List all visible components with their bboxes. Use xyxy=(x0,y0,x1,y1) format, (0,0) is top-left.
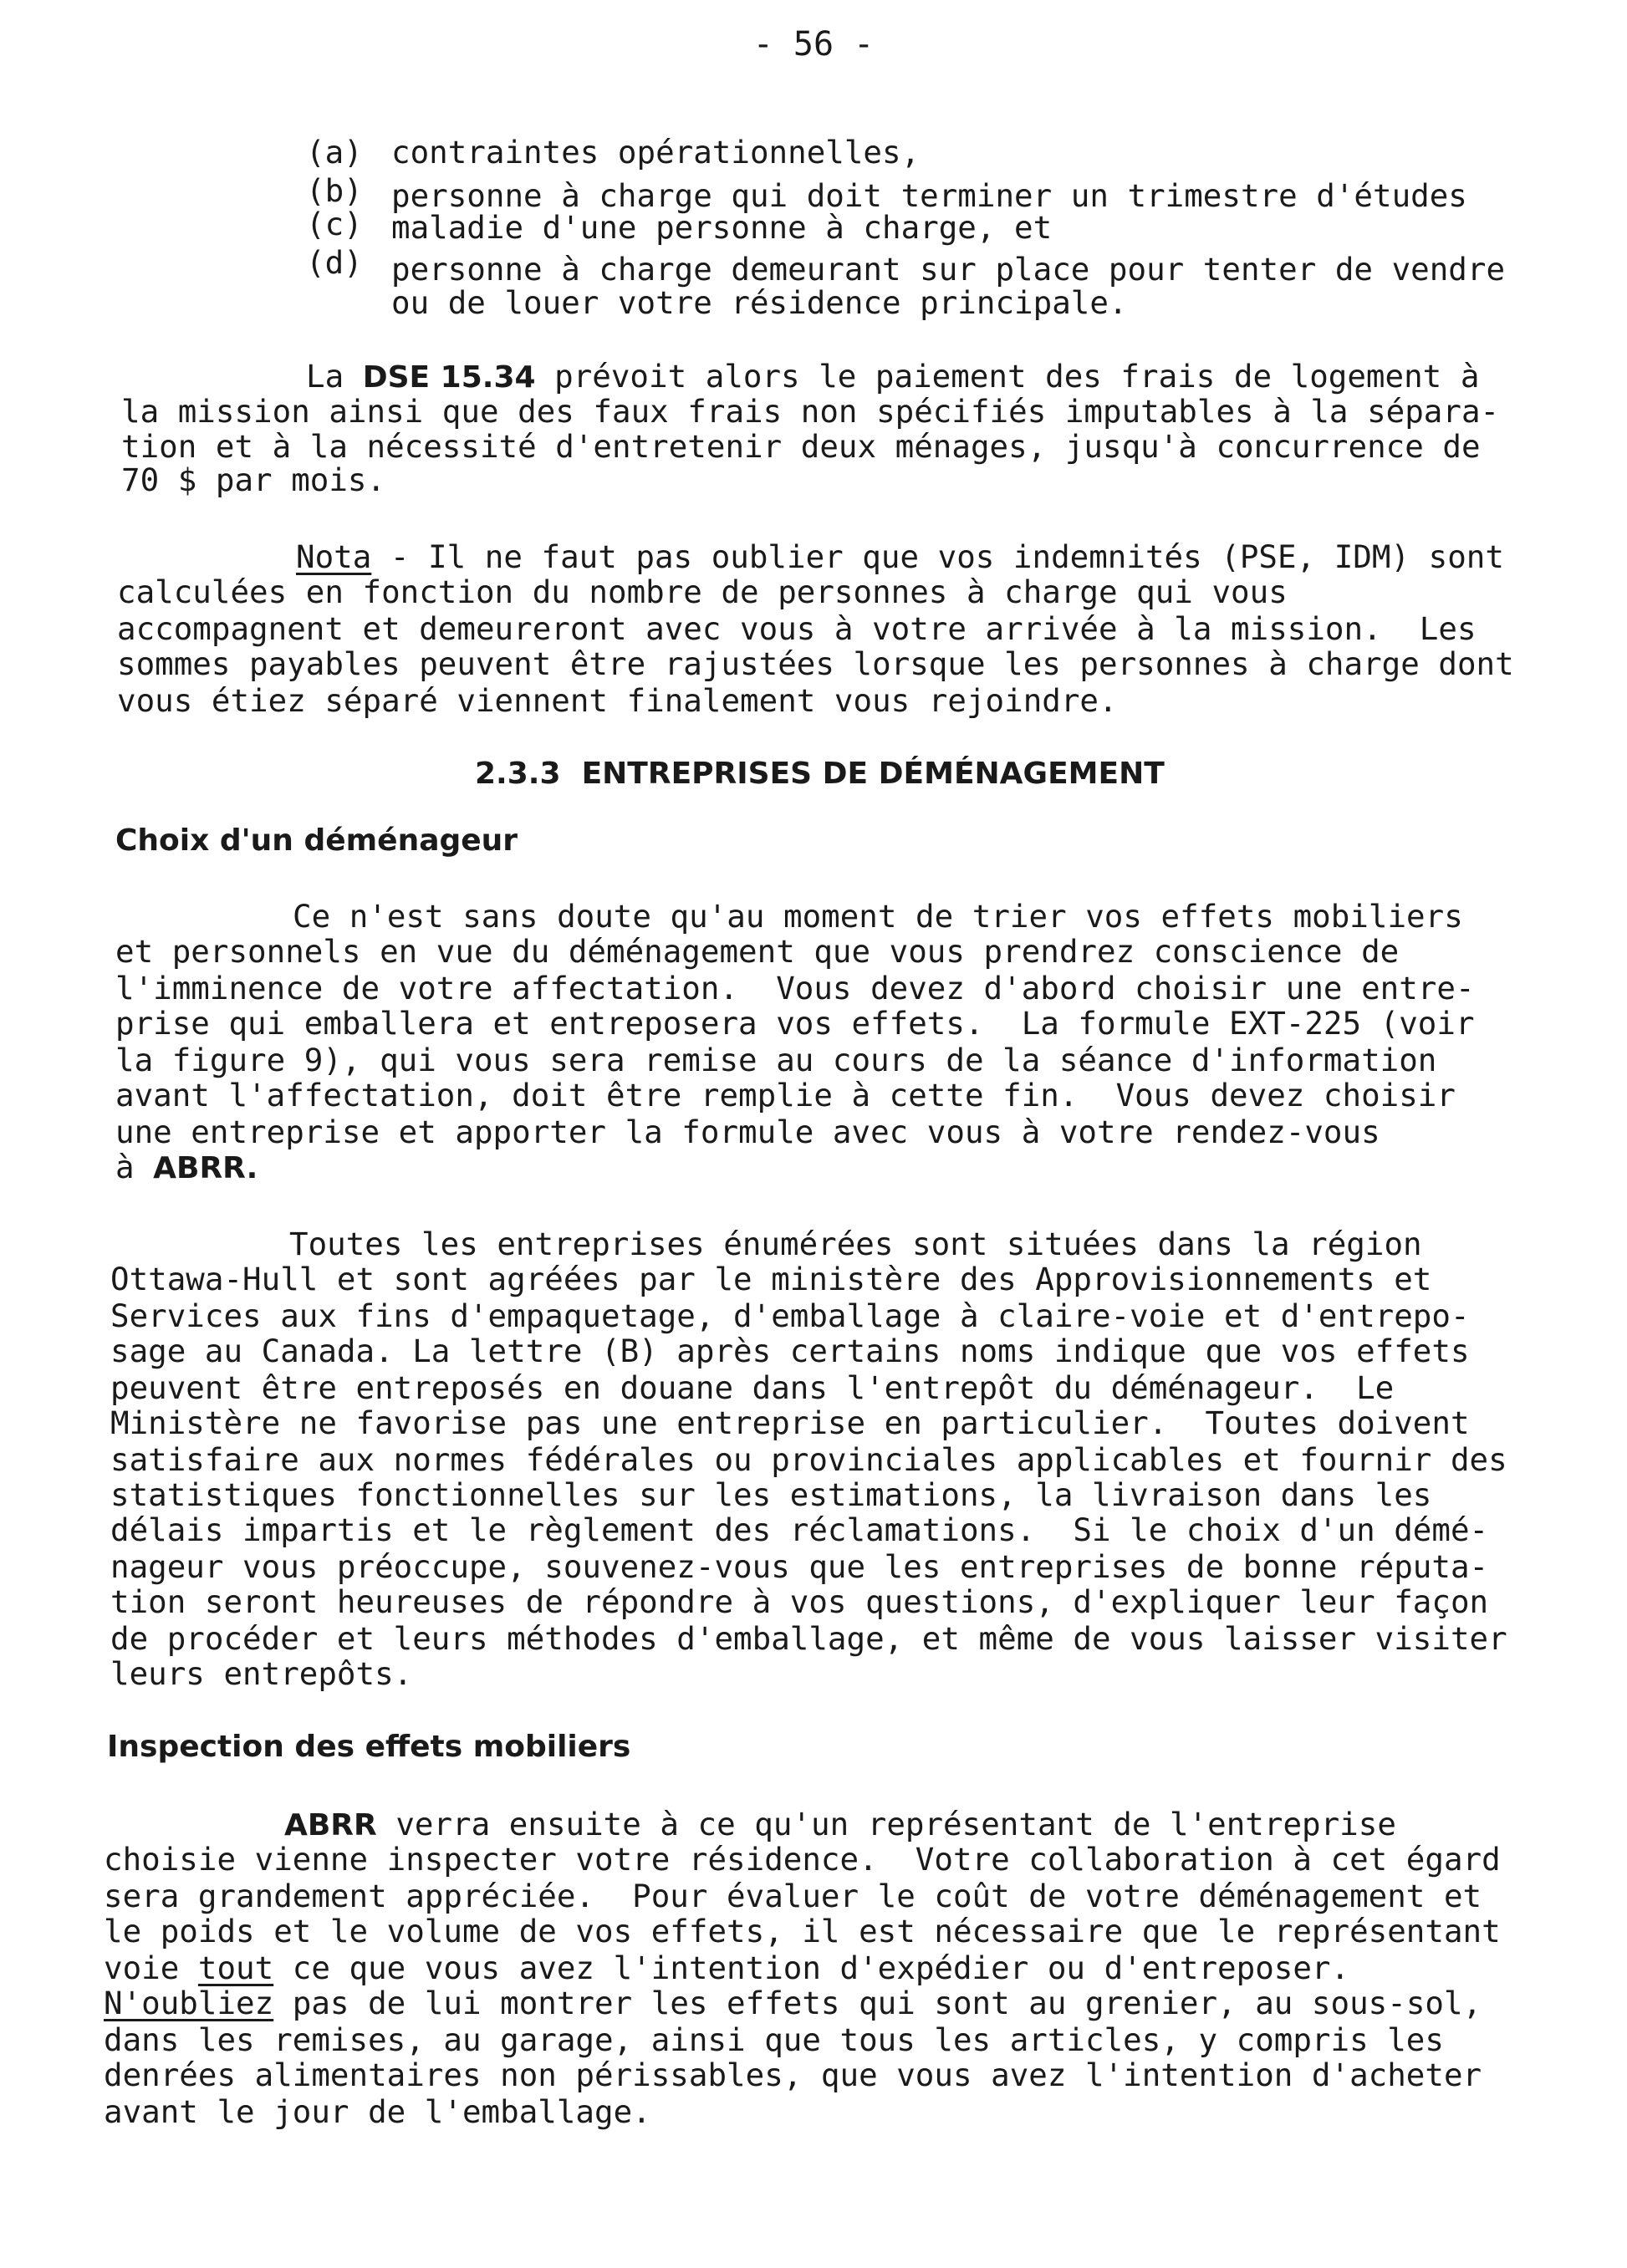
directive-reference: DSE 15.34 xyxy=(362,360,536,395)
paragraph-line: la mission ainsi que des faux frais non spécifiés imputables à la sépara- xyxy=(121,393,1500,430)
paragraph-line: 70 $ par mois. xyxy=(121,461,386,498)
paragraph-line: et personnels en vue du déménagement que vous prendrez conscience de xyxy=(115,933,1400,970)
subheading: Inspection des effets mobiliers xyxy=(107,1730,631,1764)
abrr-reference: ABRR xyxy=(284,1808,377,1842)
paragraph-line: sera grandement appréciée. Pour évaluer le coût de votre déménagement et xyxy=(104,1878,1482,1914)
paragraph-line: nageur vous préoccupe, souvenez-vous que les entreprises de bonne réputa- xyxy=(110,1548,1489,1585)
list-marker: (d) xyxy=(306,244,363,281)
paragraph-line xyxy=(104,1949,1349,1986)
list-item: contraintes opérationnelles, xyxy=(391,134,921,171)
list-marker: (a) xyxy=(306,134,363,171)
text: voie xyxy=(104,1949,198,1986)
text: à xyxy=(115,1149,154,1185)
paragraph-line: le poids et le volume de vos effets, il est nécessaire que le représentant xyxy=(104,1913,1501,1949)
list-item: ou de louer votre résidence principale. xyxy=(391,284,1128,321)
paragraph-line: sage au Canada. La lettre (B) après certains noms indique que vos effets xyxy=(110,1333,1470,1369)
text: La xyxy=(306,358,363,395)
paragraph-line: la figure 9), qui vous sera remise au cours de la séance d'information xyxy=(115,1042,1437,1078)
paragraph-line: avant le jour de l'emballage. xyxy=(104,2093,651,2130)
paragraph-line: Ministère ne favorise pas une entreprise en particulier. Toutes doivent xyxy=(110,1404,1470,1441)
paragraph-line: satisfaire aux normes fédérales ou provinciales applicables et fournir des xyxy=(110,1441,1507,1478)
paragraph-line: Ce n'est sans doute qu'au moment de trier vos effets mobiliers xyxy=(293,898,1463,935)
list-item: personne à charge qui doit terminer un trimestre d'études xyxy=(391,177,1467,214)
paragraph-line: Ottawa-Hull et sont agréées par le ministère des Approvisionnements et xyxy=(110,1261,1432,1297)
paragraph-line: l'imminence de votre affectation. Vous devez d'abord choisir une entre- xyxy=(115,970,1475,1007)
text: - Il ne faut pas oublier que vos indemnités (PSE, IDM) sont xyxy=(371,538,1504,575)
paragraph-line xyxy=(306,358,1479,396)
paragraph-line: tion et à la nécessité d'entretenir deux ménages, jusqu'à concurrence de xyxy=(121,428,1481,465)
paragraph-line: une entreprise et apporter la formule avec vous à votre rendez-vous xyxy=(115,1114,1380,1150)
list-marker: (b) xyxy=(306,172,363,209)
list-marker: (c) xyxy=(306,206,363,242)
paragraph-line xyxy=(296,538,1504,575)
emphasis-underline: N'oubliez xyxy=(104,1985,274,2021)
page-number: - 56 - xyxy=(752,25,875,64)
paragraph-line: délais impartis et le règlement des réclamations. Si le choix d'un démé- xyxy=(110,1511,1489,1548)
paragraph-line: peuvent être entreposés en douane dans l'entrepôt du déménageur. Le xyxy=(110,1369,1395,1406)
subheading: Choix d'un déménageur xyxy=(115,823,518,858)
list-item: personne à charge demeurant sur place pour tenter de vendre xyxy=(391,251,1506,288)
paragraph-line: denrées alimentaires non périssables, que vous avez l'intention d'acheter xyxy=(104,2056,1482,2093)
nota-label: Nota xyxy=(296,538,372,575)
paragraph-line: dans les remises, au garage, ainsi que tous les articles, y compris les xyxy=(104,2021,1444,2058)
text: ce que vous avez l'intention d'expédier ou d'entreposer. xyxy=(273,1949,1350,1986)
text: verra ensuite à ce qu'un représentant de l'entreprise xyxy=(376,1806,1396,1842)
paragraph-line: sommes payables peuvent être rajustées lorsque les personnes à charge dont xyxy=(117,645,1514,682)
paragraph-line xyxy=(104,1985,1482,2021)
text: pas de lui montrer les effets qui sont au grenier, au sous-sol, xyxy=(273,1985,1482,2021)
section-heading: 2.3.3 ENTREPRISES DE DÉMÉNAGEMENT xyxy=(475,757,1165,791)
paragraph-line: accompagnent et demeureront avec vous à votre arrivée à la mission. Les xyxy=(117,610,1477,647)
paragraph-line: statistiques fonctionnelles sur les estimations, la livraison dans les xyxy=(110,1476,1432,1513)
abrr-reference: ABRR. xyxy=(153,1151,258,1185)
paragraph-line: tion seront heureuses de répondre à vos questions, d'expliquer leur façon xyxy=(110,1583,1489,1620)
paragraph-line: vous étiez séparé viennent finalement vous rejoindre. xyxy=(117,682,1118,719)
paragraph-line: avant l'affectation, doit être remplie à cette fin. Vous devez choisir xyxy=(115,1077,1456,1114)
text: prévoit alors le paiement des frais de logement à xyxy=(535,358,1480,395)
paragraph-line xyxy=(284,1806,1396,1844)
paragraph-line: calculées en fonction du nombre de personnes à charge qui vous xyxy=(117,573,1288,610)
paragraph-line: leurs entrepôts. xyxy=(110,1655,413,1692)
list-item: maladie d'une personne à charge, et xyxy=(391,209,1053,246)
paragraph-line: Toutes les entreprises énumérées sont situées dans la région xyxy=(289,1226,1422,1262)
paragraph-line: de procéder et leurs méthodes d'emballage, et même de vous laisser visiter xyxy=(110,1620,1507,1657)
paragraph-line: prise qui emballera et entreposera vos effets. La formule EXT-225 (voir xyxy=(115,1005,1475,1042)
emphasis-underline: tout xyxy=(197,1949,274,1986)
paragraph-line: choisie vienne inspecter votre résidence. Votre collaboration à cet égard xyxy=(104,1841,1501,1878)
paragraph-line: Services aux fins d'empaquetage, d'emballage à claire-voie et d'entrepo- xyxy=(110,1297,1470,1334)
paragraph-line xyxy=(115,1149,258,1187)
